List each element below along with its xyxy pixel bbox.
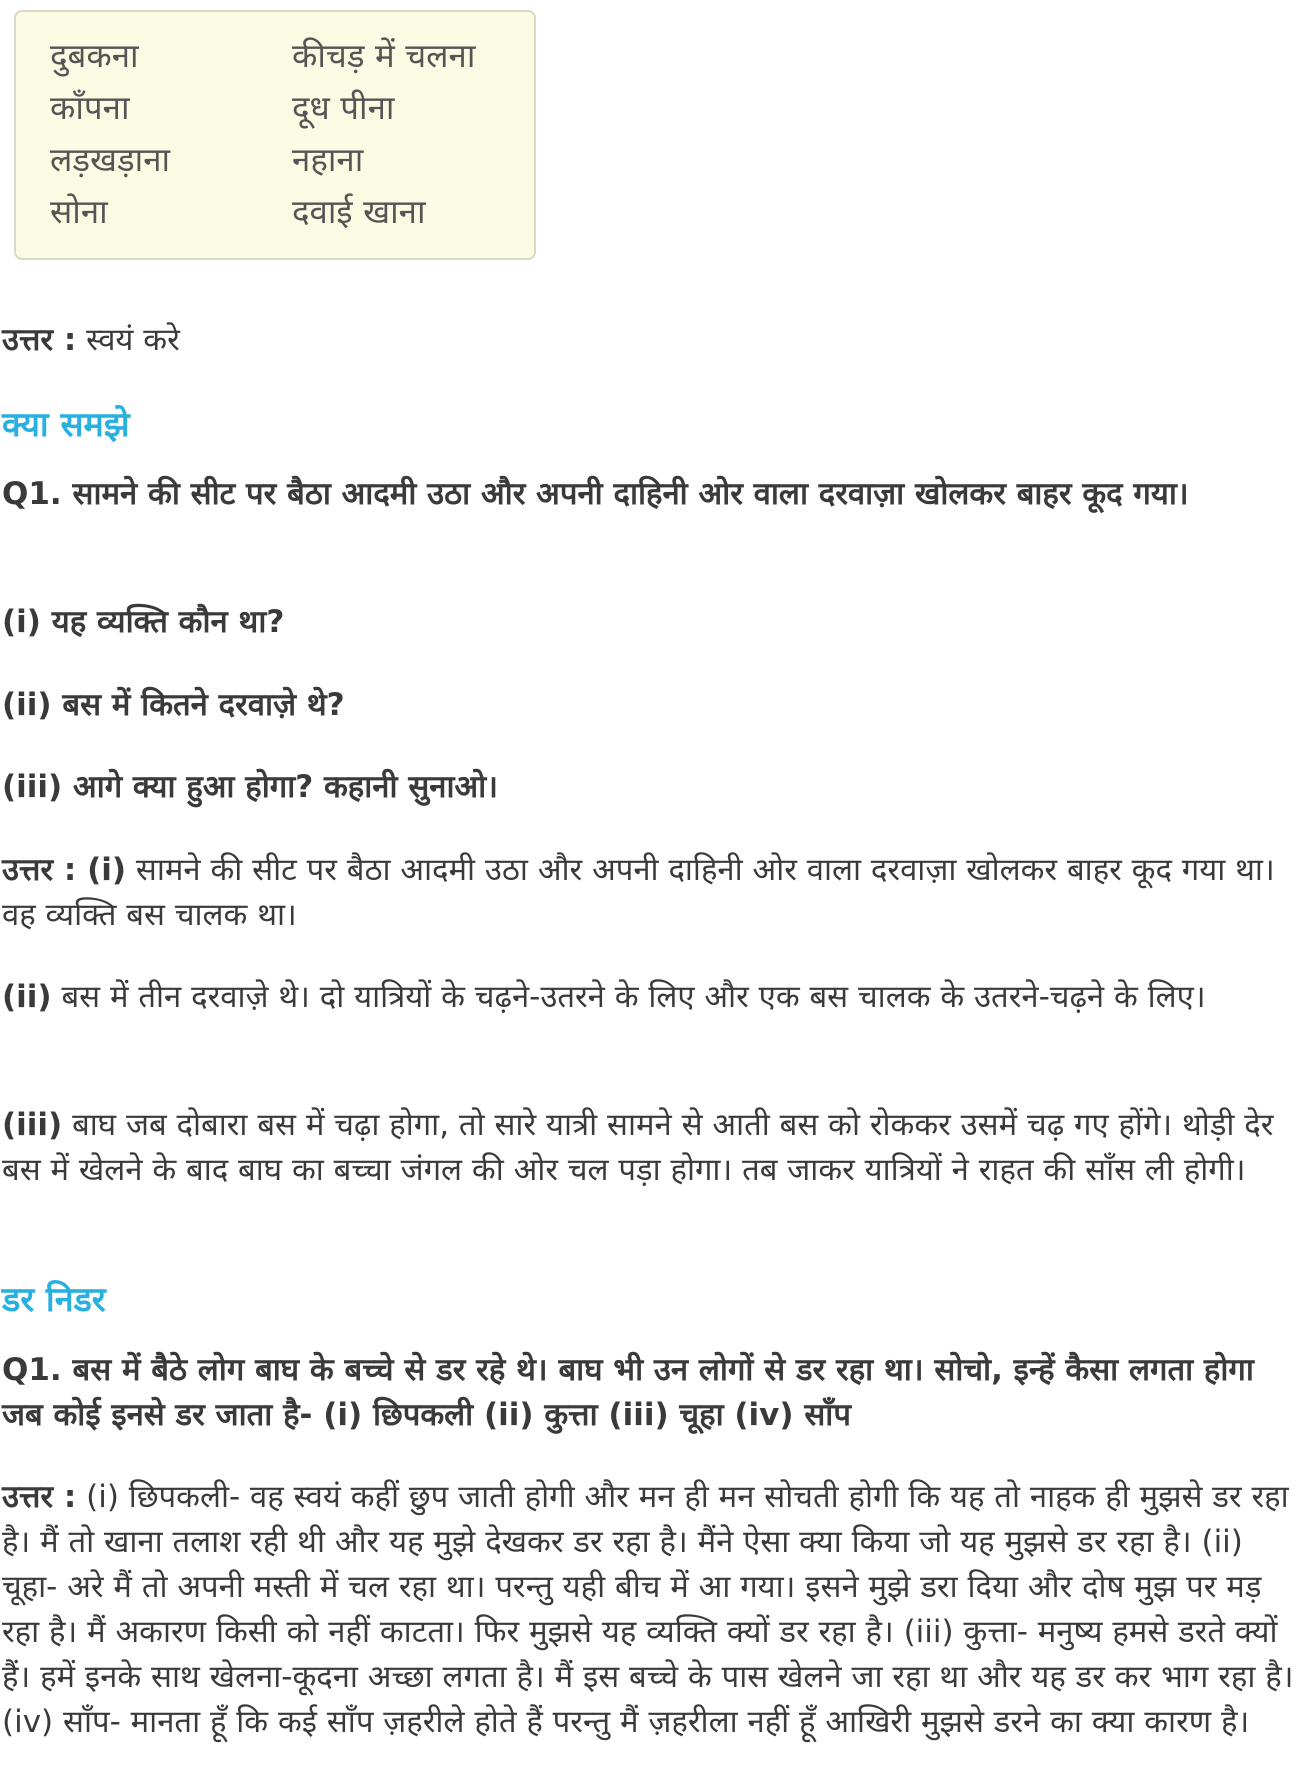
word-right-3: नहाना xyxy=(292,140,364,179)
answer-tag: (ii) xyxy=(2,979,52,1015)
answer-text: बस में तीन दरवाज़े थे। दो यात्रियों के चढ़ने-उतरने के लिए और एक बस चालक के उतरने-चढ़ने के लिए। xyxy=(51,979,1206,1015)
answer-text: बाघ जब दोबारा बस में चढ़ा होगा, तो सारे यात्री सामने से आती बस को रोककर उसमें चढ़ गए होंगे। थोड़ी देर बस में खेलने के बाद बाघ का बच्चा जंगल की ओर चल पड़ा होगा। तब जाकर यात्रियों ने राहत की साँस ली होगी। xyxy=(2,1107,1274,1188)
word-left-4: सोना xyxy=(50,192,108,231)
answer-text: स्वयं करे xyxy=(76,322,180,358)
word-right-1: कीचड़ में चलना xyxy=(292,36,476,75)
answer-3 xyxy=(2,1475,1294,1745)
answer-label: उत्तर : xyxy=(2,1479,77,1515)
word-left-2: काँपना xyxy=(50,88,130,127)
subquestion-2: (ii) बस में कितने दरवाज़े थे? xyxy=(2,687,345,723)
word-right-2: दूध पीना xyxy=(292,88,395,127)
word-right-4: दवाई खाना xyxy=(292,192,426,231)
answer-text: (i) छिपकली- वह स्वयं कहीं छुप जाती होगी और मन ही मन सोचती होगी कि यह तो नाहक ही मुझसे डर रहा है। मैं तो खाना तलाश रही थी और यह मुझे देखकर डर रहा है। मैंने ऐसा क्या किया जो यह मुझसे डर रहा है। (ii) चूहा- अरे मैं तो अपनी मस्ती में चल रहा था। परन्तु यही बीच में आ गया। इसने मुझे डरा दिया और दोष मुझ पर मड़ रहा है। मैं अकारण किसी को नहीं काटता। फिर मुझसे यह व्यक्ति क्यों डर रहा है। (iii) कुत्ता- मनुष्य हमसे डरते क्यों हैं। हमें इनके साथ खेलना-कूदना अच्छा लगता है। मैं इस बच्चे के पास खेलने जा रहा था और यह डर कर भाग रहा है। (iv) साँप- मानता हूँ कि कई साँप ज़हरीले होते हैं परन्तु मैं ज़हरीला नहीं हूँ आखिरी मुझसे डरने का क्या कारण है। xyxy=(2,1479,1294,1740)
section-heading-dar-nidar: डर निडर xyxy=(2,1280,106,1320)
section-heading-samjhe: क्या समझे xyxy=(2,405,130,445)
answer-text: सामने की सीट पर बैठा आदमी उठा और अपनी दाहिनी ओर वाला दरवाज़ा खोलकर बाहर कूद गया था। वह व्यक्ति बस चालक था। xyxy=(2,852,1275,933)
answer-label: उत्तर : xyxy=(2,852,77,888)
answer-2-ii xyxy=(2,975,1294,1020)
answer-2-iii xyxy=(2,1103,1294,1193)
answer-label: उत्तर : xyxy=(2,322,77,358)
question-2: Q1. बस में बैठे लोग बाघ के बच्चे से डर रहे थे। बाघ भी उन लोगों से डर रहा था। सोचो, इन्हें कैसा लगता होगा जब कोई इनसे डर जाता है- (i) छिपकली (ii) कुत्ता (iii) चूहा (iv) साँप xyxy=(2,1352,1254,1433)
subquestion-1: (i) यह व्यक्ति कौन था? xyxy=(2,604,285,640)
subquestion-3: (iii) आगे क्या हुआ होगा? कहानी सुनाओ। xyxy=(2,769,498,805)
answer-tag: (i) xyxy=(76,852,127,888)
word-box xyxy=(14,10,536,260)
answer-tag: (iii) xyxy=(2,1107,63,1143)
answer-2-i xyxy=(2,848,1294,938)
answer-1 xyxy=(2,318,1294,363)
question-1: Q1. सामने की सीट पर बैठा आदमी उठा और अपनी दाहिनी ओर वाला दरवाज़ा खोलकर बाहर कूद गया। xyxy=(2,476,1189,512)
word-left-1: दुबकना xyxy=(50,36,139,75)
word-left-3: लड़खड़ाना xyxy=(50,140,171,179)
